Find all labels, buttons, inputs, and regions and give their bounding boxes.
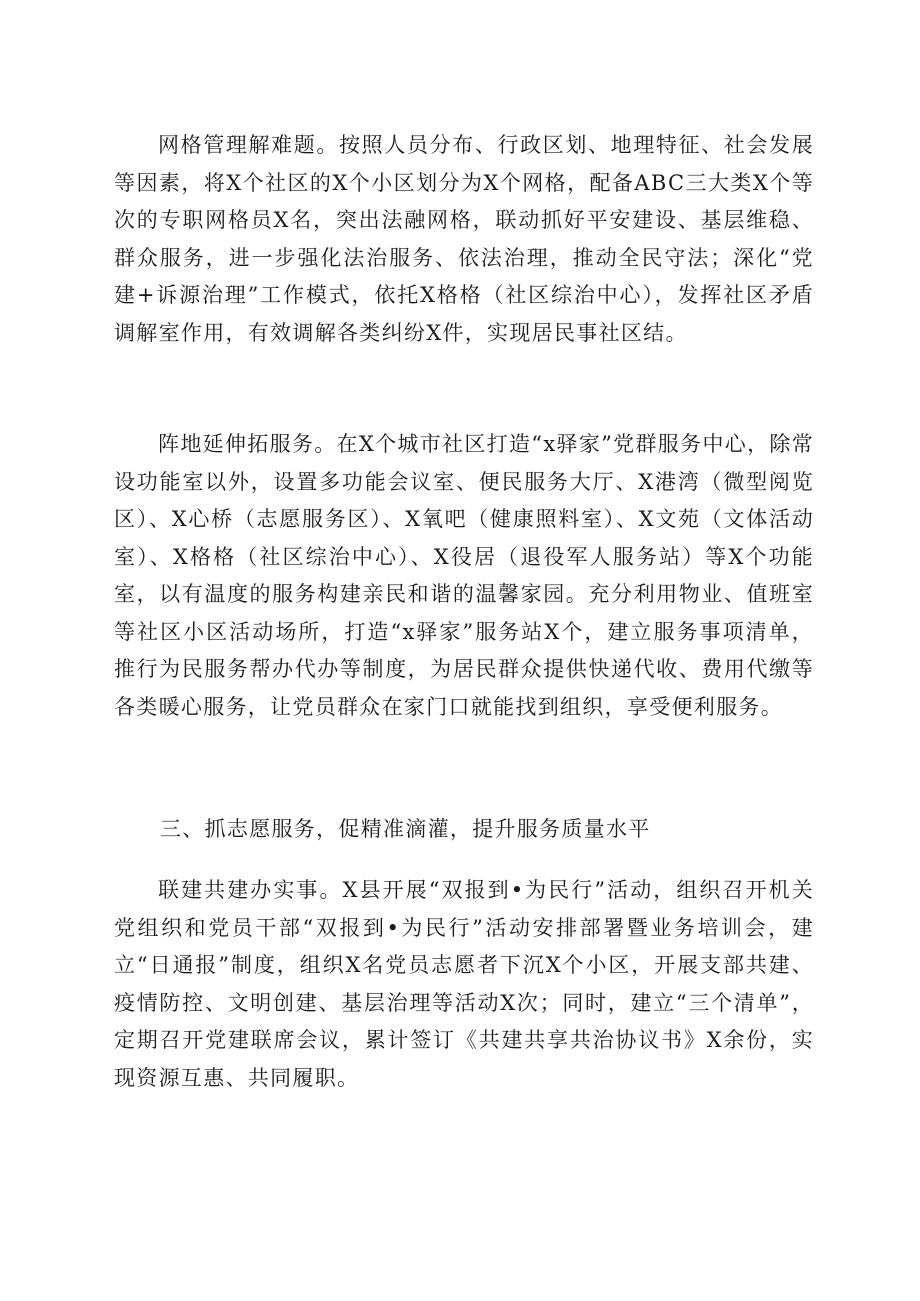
section-heading: 三、抓志愿服务，促精准滴灌，提升服务质量水平 bbox=[160, 817, 651, 841]
paragraph-joint-construction: 联建共建办实事。X县开展“双报到•为民行”活动，组织召开机关党组织和党员干部“双报到•为民行”活动安排部署暨业务培训会，建立“日通报”制度，组织X名党员志愿者下沉X个小区，开展支部共建、疫情防控、文明创建、基层治理等活动X次；同时，建立“三个清单”，定期召开党建联席会议，累计签订《共建共享共治协议书》X余份，实现资源互惠、共同履职。 bbox=[114, 878, 814, 1090]
paragraph-grid-management: 网格管理解难题。按照人员分布、行政区划、地理特征、社会发展等因素，将X个社区的X个小区划分为X个网格，配备ABC三大类X个等次的专职网格员X名，突出法融网格，联动抓好平安建设、基层维稳、群众服务，进一步强化法治服务、依法治理，推动全民守法；深化“党建+诉源治理”工作模式，依托X格格（社区综治中心），发挥社区矛盾调解室作用，有效调解各类纠纷X件，实现居民事社区结。 bbox=[114, 133, 814, 345]
paragraph-position-extension: 阵地延伸拓服务。在X个城市社区打造“x驿家”党群服务中心，除常设功能室以外，设置多功能会议室、便民服务大厅、X港湾（微型阅览区）、X心桥（志愿服务区）、X氧吧（健康照料室）、X文苑（文体活动室）、X格格（社区综治中心）、X役居（退役军人服务站）等X个功能室，以有温度的服务构建亲民和谐的温馨家园。充分利用物业、值班室等社区小区活动场所，打造“x驿家”服务站X个，建立服务事项清单，推行为民服务帮办代办等制度，为居民群众提供快递代收、费用代缴等各类暖心服务，让党员群众在家门口就能找到组织，享受便利服务。 bbox=[114, 432, 814, 719]
